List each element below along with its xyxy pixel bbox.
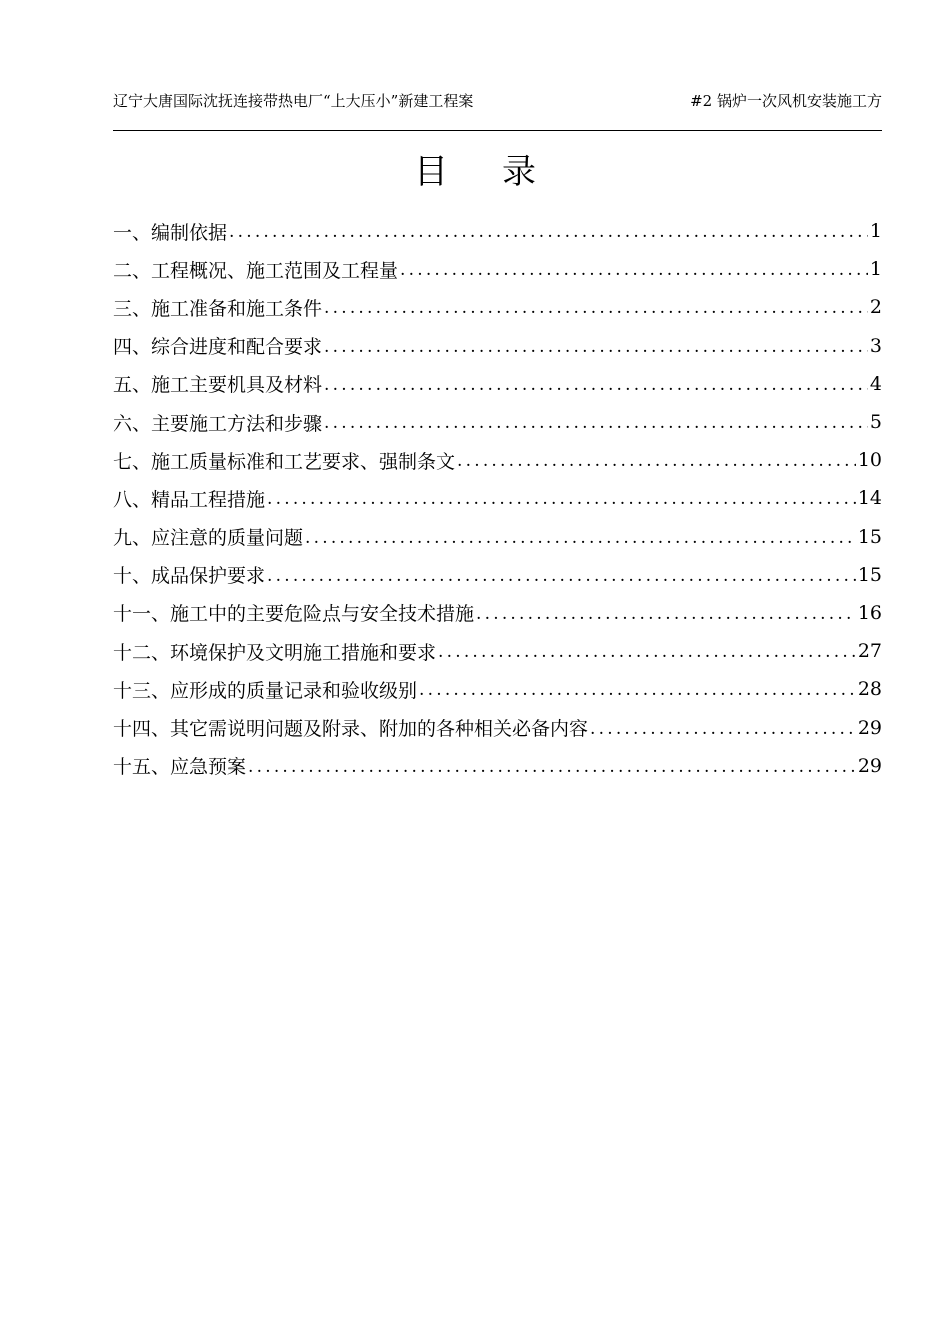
toc-entry-label: 九、应注意的质量问题	[113, 527, 304, 550]
toc-entry-label: 五、施工主要机具及材料	[113, 374, 323, 397]
toc-entry-page: 14	[857, 487, 882, 510]
toc-leader-dots	[324, 298, 868, 318]
toc-entry-page: 29	[857, 754, 882, 777]
toc-entry-page: 10	[857, 449, 882, 472]
toc-leader-dots	[438, 642, 856, 662]
page-header	[113, 92, 882, 131]
toc-leader-dots	[229, 222, 868, 242]
toc-entry-label: 七、施工质量标准和工艺要求、强制条文	[113, 450, 456, 473]
toc-entry-label: 十、成品保护要求	[113, 565, 266, 588]
header-project-name: 辽宁大唐国际沈抚连接带热电厂“上大压小”新建工程案	[113, 92, 474, 110]
toc-entry[interactable]	[113, 212, 882, 250]
toc-entry-page: 29	[857, 716, 882, 739]
header-document-name: #2 锅炉一次风机安装施工方	[690, 92, 882, 110]
toc-entry-label: 六、主要施工方法和步骤	[113, 412, 323, 435]
toc-entry-label: 二、工程概况、施工范围及工程量	[113, 259, 399, 282]
toc-entry-page: 1	[869, 220, 882, 243]
toc-leader-dots	[457, 451, 856, 471]
toc-leader-dots	[324, 375, 868, 395]
toc-entry-page: 4	[869, 372, 882, 395]
toc-entry[interactable]	[113, 403, 882, 441]
toc-entry-page: 27	[857, 640, 882, 663]
toc-title	[0, 150, 950, 194]
toc-leader-dots	[248, 757, 856, 777]
toc-entry[interactable]	[113, 556, 882, 594]
toc-entry-label: 十三、应形成的质量记录和验收级别	[113, 679, 418, 702]
toc-entry[interactable]	[113, 327, 882, 365]
toc-entry[interactable]	[113, 479, 882, 517]
toc-entry-label: 十四、其它需说明问题及附录、附加的各种相关必备内容	[113, 718, 589, 741]
toc-entry-label: 十五、应急预案	[113, 756, 247, 779]
toc-entry[interactable]	[113, 365, 882, 403]
toc-title-char: 录	[502, 152, 536, 192]
toc-title-char: 目	[414, 152, 448, 192]
toc-entry[interactable]	[113, 670, 882, 708]
toc-entry[interactable]	[113, 518, 882, 556]
toc-leader-dots	[400, 260, 868, 280]
toc-entry-page: 15	[857, 563, 882, 586]
toc-entry-label: 一、编制依据	[113, 221, 228, 244]
toc-entry[interactable]	[113, 288, 882, 326]
toc-entry[interactable]	[113, 632, 882, 670]
toc-entry-page: 16	[857, 601, 882, 624]
toc-entry-page: 1	[869, 258, 882, 281]
toc-leader-dots	[419, 680, 856, 700]
toc-leader-dots	[324, 337, 868, 357]
toc-leader-dots	[590, 719, 856, 739]
toc-entry-label: 十二、环境保护及文明施工措施和要求	[113, 641, 437, 664]
toc-leader-dots	[324, 413, 868, 433]
toc-leader-dots	[476, 604, 856, 624]
toc-entry-label: 八、精品工程措施	[113, 488, 266, 511]
toc-entry[interactable]	[113, 594, 882, 632]
table-of-contents	[113, 212, 882, 785]
toc-entry-page: 2	[869, 296, 882, 319]
toc-entry-page: 3	[869, 334, 882, 357]
toc-entry-label: 三、施工准备和施工条件	[113, 297, 323, 320]
toc-entry-label: 十一、施工中的主要危险点与安全技术措施	[113, 603, 475, 626]
toc-entry[interactable]	[113, 747, 882, 785]
toc-entry[interactable]	[113, 441, 882, 479]
toc-entry-page: 28	[857, 678, 882, 701]
toc-entry-page: 15	[857, 525, 882, 548]
toc-entry[interactable]	[113, 250, 882, 288]
toc-leader-dots	[305, 528, 856, 548]
toc-entry[interactable]	[113, 708, 882, 746]
toc-entry-page: 5	[869, 411, 882, 434]
toc-leader-dots	[267, 566, 856, 586]
toc-entry-label: 四、综合进度和配合要求	[113, 336, 323, 359]
toc-leader-dots	[267, 489, 856, 509]
